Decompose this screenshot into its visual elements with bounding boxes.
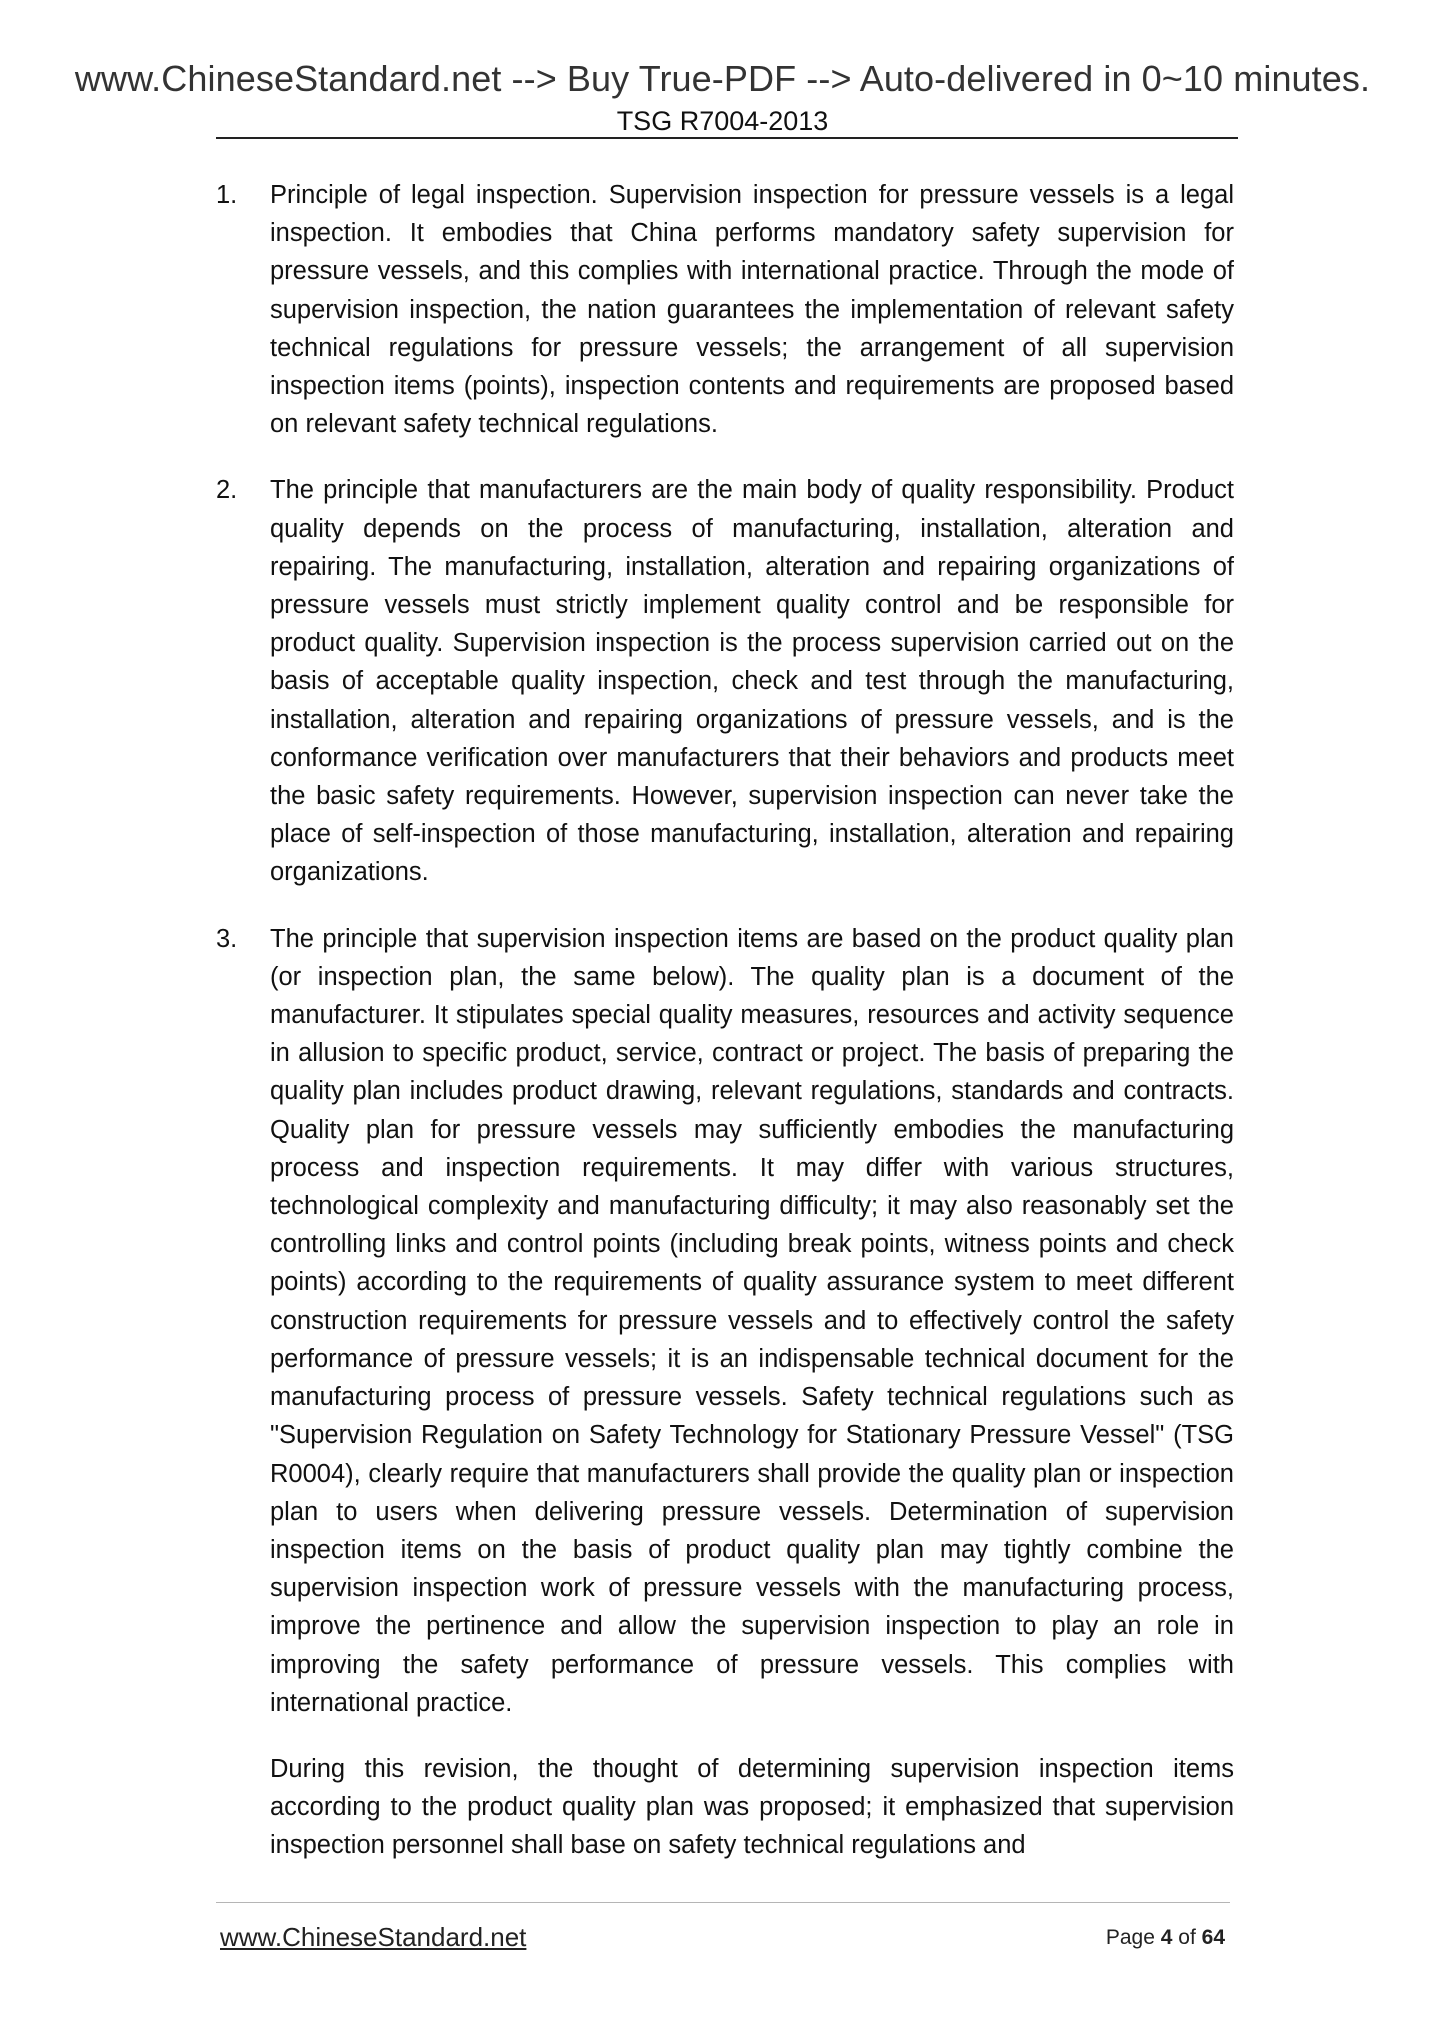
list-item <box>216 176 1234 443</box>
list-item-number: 3. <box>216 924 238 953</box>
page-total: 64 <box>1201 1926 1225 1949</box>
list-item-number: 2. <box>216 476 238 505</box>
header-divider <box>216 137 1238 139</box>
continuation-paragraph: During this revision, the thought of determining supervision inspection items according to the product quality plan was proposed; it emphasized that supervision inspection personnel shall base on safety technical regulations and <box>270 1754 1234 1860</box>
page-indicator <box>1106 1926 1225 1950</box>
page-prefix: Page <box>1105 1926 1161 1949</box>
list-item-text: Principle of legal inspection. Supervision inspection for pressure vessels is a legal inspection. It embodies that China performs mandatory safety supervision for pressure vessels, and this complies with international practice. Through the mode of supervision inspection, the nation guarantees the implementation of relevant safety technical regulations for pressure vessels; the arrangement of all supervision inspection items (points), inspection contents and requirements are proposed based on relevant safety technical regulations. <box>270 181 1234 439</box>
list-item-text: The principle that manufacturers are the main body of quality responsibility. Product quality depends on the process of manufacturing, installation, alteration and repairing. The manufacturing, installation, alteration and repairing organizations of pressure vessels must strictly implement quality control and be responsible for product quality. Supervision inspection is the process supervision carried out on the basis of acceptable quality inspection, check and test through the manufacturing, installation, alteration and repairing organizations of pressure vessels, and is the conformance verification over manufacturers that their behaviors and products meet the basic safety requirements. However, supervision inspection can never take the place of self-inspection of those manufacturing, installation, alteration and repairing organizations. <box>270 476 1234 887</box>
footer-site-link[interactable]: www.ChineseStandard.net <box>220 1922 527 1952</box>
document-body <box>216 176 1234 1865</box>
standard-code: TSG R7004-2013 <box>616 106 829 136</box>
list-item-text: The principle that supervision inspection items are based on the product quality plan (or inspection plan, the same below). The quality plan is a document of the manufacturer. It stipulates special quality measures, resources and activity sequence in allusion to specific product, service, contract or project. The basis of preparing the quality plan includes product drawing, relevant regulations, standards and contracts. Quality plan for pressure vessels may sufficiently embodies the manufacturing process and inspection requirements. It may differ with various structures, technological complexity and manufacturing difficulty; it may also reasonably set the controlling links and control points (including break points, witness points and check points) according to the requirements of quality assurance system to meet different construction requirements for pressure vessels and to effectively control the safety performance of pressure vessels; it is an indispensable technical document for the manufacturing process of pressure vessels. Safety technical regulations such as "Supervision Regulation on Safety Technology for Stationary Pressure Vessel" (TSG R0004), clearly require that manufacturers shall provide the quality plan or inspection plan to users when delivering pressure vessels. Determination of supervision inspection items on the basis of product quality plan may tightly combine the supervision inspection work of pressure vessels with the manufacturing process, improve the pertinence and allow the supervision inspection to play an role in improving the safety performance of pressure vessels. This complies with international practice. <box>270 924 1234 1717</box>
page-of: of <box>1172 1926 1202 1949</box>
footer-divider <box>216 1902 1230 1903</box>
header-banner: www.ChineseStandard.net --> Buy True-PDF --> Auto-delivered in 0~10 minutes. <box>74 58 1371 99</box>
page-current: 4 <box>1160 1926 1173 1949</box>
list-item <box>216 920 1234 1722</box>
list-item <box>216 471 1234 891</box>
list-item-number: 1. <box>216 181 238 209</box>
